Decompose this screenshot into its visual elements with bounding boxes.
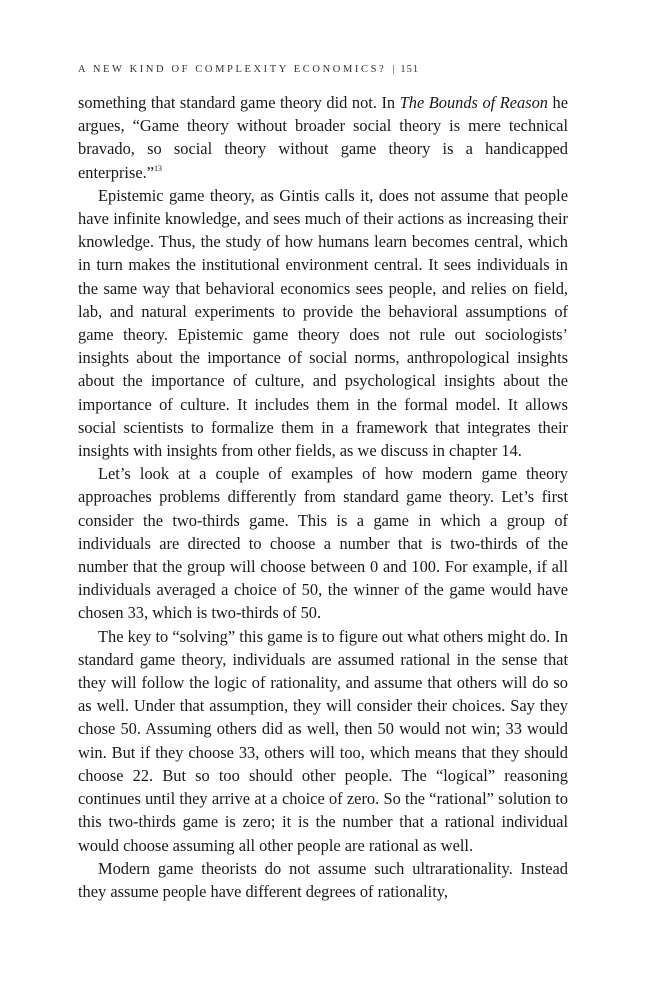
paragraph-text: something that standard game theory did not. In bbox=[78, 93, 400, 112]
paragraph bbox=[78, 462, 568, 624]
footnote-marker: 13 bbox=[154, 163, 162, 173]
paragraph bbox=[78, 857, 568, 903]
page-number: 151 bbox=[400, 64, 420, 75]
paragraph bbox=[78, 184, 568, 462]
book-title-italic: The Bounds of Reason bbox=[399, 93, 548, 112]
paragraph-text: he argues, “Game theory without broader social theory is mere technical bravado, so social theory without game theory is a handicapped enterprise.” bbox=[78, 93, 568, 182]
paragraph-text: The key to “solving” this game is to figure out what others might do. In standard game theory, individuals are assumed rational in the sense that they will follow the logic of rationality, and assume that others will do so as well. Under that assumption, they will consider their choices. Say they chose 50. Assuming others did as well, then 50 would not win; 33 would win. But if they choose 33, others will too, which means that they should choose 22. But so too should other people. The “logical” reasoning continues until they arrive at a choice of zero. So the “rational” solution to this two-thirds game is zero; it is the number that a rational individual would choose assuming all other people are rational as well. bbox=[78, 626, 568, 855]
paragraph bbox=[78, 625, 568, 857]
paragraph-text: Epistemic game theory, as Gintis calls it, does not assume that people have infinite knowledge, and sees much of their actions as increasing their knowledge. Thus, the study of how humans learn becomes central, which in turn makes the institutional environment central. It sees individuals in the same way that behavioral economics sees people, and relies on field, lab, and natural experiments to provide the behavioral assumptions of game theory. Epistemic game theory does not rule out sociologists’ insights about the importance of social norms, anthropological insights about the importance of culture, and psychological insights about the importance of culture. It includes them in the formal model. It allows social scientists to formalize them in a framework that integrates their insights with insights from other fields, as we discuss in chapter 14. bbox=[78, 185, 568, 461]
running-head-separator: | bbox=[392, 64, 395, 75]
book-page bbox=[78, 64, 568, 903]
running-head bbox=[78, 64, 568, 75]
paragraph bbox=[78, 91, 568, 184]
paragraph-text: Let’s look at a couple of examples of how modern game theory approaches problems differently from standard game theory. Let’s first consider the two-thirds game. This is a game in which a group of individuals are directed to choose a number that is two-thirds of the number that the group will choose between 0 and 100. For example, if all individuals averaged a choice of 50, the winner of the game would have chosen 33, which is two-thirds of 50. bbox=[78, 464, 568, 623]
body-text bbox=[78, 91, 568, 903]
running-head-title: A NEW KIND OF COMPLEXITY ECONOMICS? bbox=[78, 64, 387, 75]
paragraph-text: Modern game theorists do not assume such ultrarationality. Instead they assume people have different degrees of rationality, bbox=[78, 858, 568, 901]
